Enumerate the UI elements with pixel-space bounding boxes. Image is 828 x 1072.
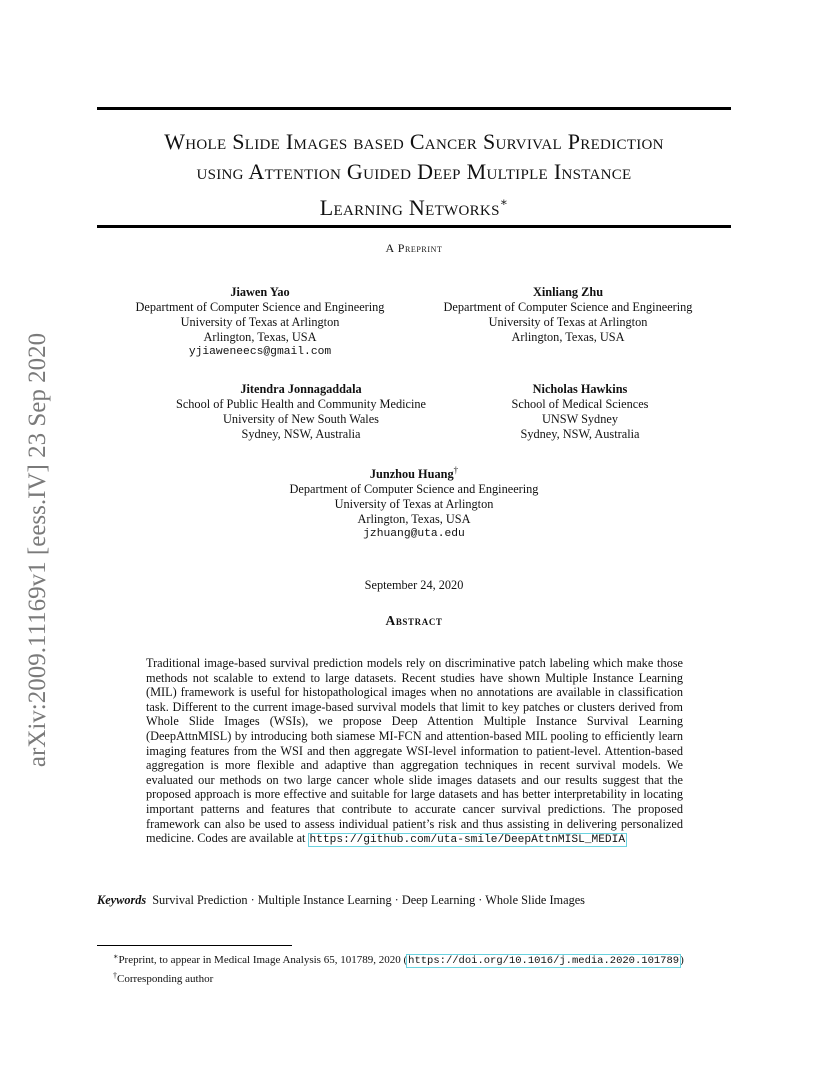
- author-department: Department of Computer Science and Engineering: [443, 300, 693, 314]
- author-block: [264, 463, 564, 542]
- author-institution: University of New South Wales: [223, 412, 379, 426]
- author-block: [480, 382, 680, 442]
- author-location: Arlington, Texas, USA: [357, 512, 471, 526]
- abstract-text: Traditional image-based survival prediction models rely on discriminative patch labeling which make those methods not scalable to extend to large datasets. Recent studies have shown Multiple Instance Learning (MIL) framework is useful for histopathological images when no annotations are available in classification task. Different to the current image-based survival models that limit to key patches or clusters derived from Whole Slide Images (WSIs), we propose Deep Attention Multiple Instance Survival Learning (DeepAttnMISL) by introducing both siamese MI-FCN and attention-based MIL pooling to efficiently learn imaging features from the WSI and then aggregate WSI-level information to patient-level. Attention-based aggregation is more flexible and adaptive than aggregation techniques in recent survival models. We evaluated our methods on two large cancer whole slide images datasets and our results suggest that the proposed approach is more effective and suitable for large datasets and has better interpretability in locating important patterns and features that contribute to accurate cancer survival predictions. The proposed framework can also be used to assess individual patient’s risk and thus assisting in delivering personalized medicine. Codes are available at: [146, 656, 683, 846]
- doi-link[interactable]: https://doi.org/10.1016/j.media.2020.101789: [408, 955, 680, 967]
- author-name: Nicholas Hawkins: [532, 382, 628, 396]
- title-line-3: [97, 187, 731, 223]
- footnote-mark: ∗: [113, 952, 119, 961]
- author-department: School of Public Health and Community Medicine: [175, 397, 426, 411]
- author-institution: UNSW Sydney: [542, 412, 618, 426]
- author-name-line: [264, 463, 564, 482]
- author-institution: University of Texas at Arlington: [488, 315, 648, 329]
- author-name: Junzhou Huang: [369, 467, 454, 481]
- title-line-3-text: Learning Networks: [319, 195, 500, 220]
- author-email[interactable]: yjiaweneecs@gmail.com: [188, 346, 332, 358]
- author-department: Department of Computer Science and Engineering: [289, 482, 539, 496]
- preprint-label: A Preprint: [385, 241, 443, 255]
- title-bottom-rule: [97, 225, 731, 228]
- author-location: Sydney, NSW, Australia: [520, 427, 640, 441]
- author-block: [110, 285, 410, 360]
- author-block: [140, 382, 462, 442]
- footnote-text: Preprint, to appear in Medical Image Analysis 65, 101789, 2020 (: [118, 954, 408, 966]
- author-department: School of Medical Sciences: [511, 397, 649, 411]
- publication-date: September 24, 2020: [364, 578, 464, 592]
- title-top-rule: [97, 107, 731, 110]
- author-name: Jitendra Jonnagaddala: [240, 382, 362, 396]
- author-location: Sydney, NSW, Australia: [241, 427, 361, 441]
- paper-title: [97, 127, 731, 223]
- footnote-rule: [97, 945, 292, 946]
- keywords-label: Keywords: [97, 893, 147, 907]
- author-block: [418, 285, 718, 345]
- author-email[interactable]: jzhuang@uta.edu: [363, 528, 465, 540]
- footnote-item: [113, 950, 733, 969]
- footnotes: [113, 950, 733, 986]
- title-line-1: Whole Slide Images based Cancer Survival Prediction: [164, 129, 664, 154]
- title-line-2: using Attention Guided Deep Multiple Instance: [196, 159, 632, 184]
- author-location: Arlington, Texas, USA: [203, 330, 317, 344]
- author-department: Department of Computer Science and Engineering: [135, 300, 385, 314]
- arxiv-identifier-stamp: arXiv:2009.11169v1 [eess.IV] 23 Sep 2020: [24, 332, 51, 768]
- corresponding-author-mark: †: [453, 465, 459, 475]
- author-name: Jiawen Yao: [230, 285, 290, 299]
- code-repository-link[interactable]: https://github.com/uta-smile/DeepAttnMISL_MEDIA: [309, 834, 626, 847]
- footnote-text-after: ): [680, 954, 684, 966]
- title-footnote-mark: ∗: [499, 195, 509, 209]
- footnote-item: [113, 969, 733, 987]
- author-institution: University of Texas at Arlington: [180, 315, 340, 329]
- author-name: Xinliang Zhu: [532, 285, 604, 299]
- author-institution: University of Texas at Arlington: [334, 497, 494, 511]
- abstract-body: [146, 656, 683, 848]
- keywords-line: [97, 893, 731, 908]
- footnote-mark: †: [113, 970, 117, 980]
- abstract-heading: Abstract: [385, 613, 443, 628]
- footnote-text: Corresponding author: [117, 972, 214, 985]
- author-location: Arlington, Texas, USA: [511, 330, 625, 344]
- keywords-list: Survival Prediction · Multiple Instance Learning · Deep Learning · Whole Slide Images: [152, 893, 585, 907]
